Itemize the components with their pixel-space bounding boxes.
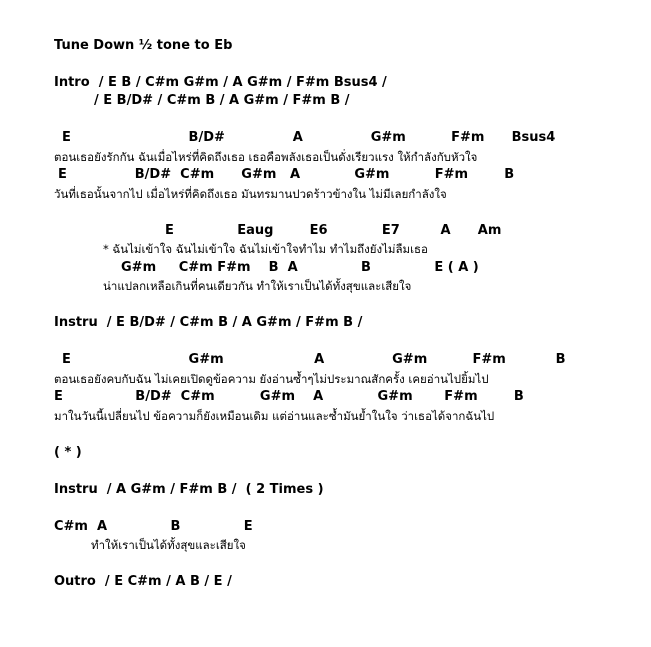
chorus-repeat-marker: ( * ) [54, 445, 82, 460]
verse1-lyric-2: วันที่เธอนั้นจากไป เมื่อไหร่ที่คิดถึงเธอ มันทรมานปวดร้าวข้างใน ไม่มีเลยกำลังใจ [54, 187, 447, 201]
verse2-lyric-2: มาในวันนี้เปลี่ยนไป ข้อความก็ยังเหมือนเดิม แต่อ่านและซ้ำมันย้ำในใจ ว่าเธอได้จากฉันไป [54, 409, 495, 423]
outro-line: Outro / E C#m / A B / E / [54, 574, 232, 589]
intro-line-2: / E B/D# / C#m B / A G#m / F#m B / [94, 93, 350, 108]
ending-lyric: ทำให้เราเป็นได้ทั้งสุขและเสียใจ [91, 538, 246, 552]
verse1-lyric-1: ตอนเธอยังรักกัน ฉันเมื่อไหร่ที่คิดถึงเธอ เธอคือพลังเธอเป็นดั่งเรียวแรง ให้กำลังกับหัวใจ [54, 150, 478, 164]
intro-line: Intro / E B / C#m G#m / A G#m / F#m Bsus4 / [54, 75, 387, 90]
chorus-chords-2: G#m C#m F#m B A B E ( A ) [121, 260, 479, 275]
verse2-chords-1: E G#m A G#m F#m B [62, 352, 566, 367]
verse1-chords-2: E B/D# C#m G#m A G#m F#m B [58, 167, 515, 182]
verse2-chords-2: E B/D# C#m G#m A G#m F#m B [54, 389, 524, 404]
instrumental-line-2: Instru / A G#m / F#m B / ( 2 Times ) [54, 482, 324, 497]
chorus-chords-1: E Eaug E6 E7 A Am [165, 223, 502, 238]
verse2-lyric-1: ตอนเธอยังคบกับฉัน ไม่เคยเปิดดูข้อความ ยังอ่านซ้ำๆไม่ประมาณสักครั้ง เคยอ่านไปยิ้มไป [54, 372, 489, 386]
verse1-chords-1: E B/D# A G#m F#m Bsus4 [62, 130, 556, 145]
ending-chords: C#m A B E [54, 519, 253, 534]
instrumental-line: Instru / E B/D# / C#m B / A G#m / F#m B / [54, 315, 363, 330]
tuning-line: Tune Down ½ tone to Eb [54, 38, 233, 53]
chorus-lyric-1: * ฉันไม่เข้าใจ ฉันไม่เข้าใจ ฉันไม่เข้าใจทำไม ทำไมถึงยังไม่ลืมเธอ [103, 242, 428, 256]
chorus-lyric-2: น่าแปลกเหลือเกินที่คนเดียวกัน ทำให้เราเป็นได้ทั้งสุขและเสียใจ [103, 279, 412, 293]
